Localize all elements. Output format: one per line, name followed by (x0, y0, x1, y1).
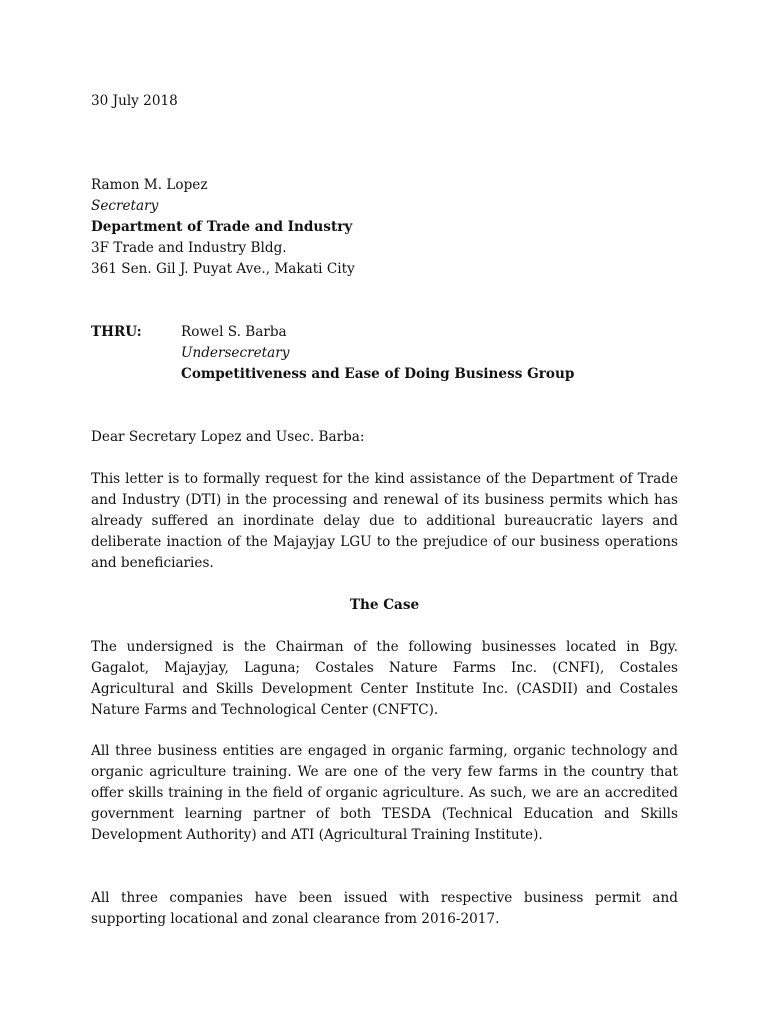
recipient-name: Ramon M. Lopez (91, 177, 208, 193)
section-heading: The Case (349, 597, 420, 613)
salutation: Dear Secretary Lopez and Usec. Barba: (91, 429, 365, 445)
thru-name: Rowel S. Barba (181, 324, 287, 340)
case-paragraph-1: The undersigned is the Chairman of the following businesses located in Bgy. Gagalot, Majayjay, Laguna; Costales Nature Farms Inc. (CNFI), Costales Agricultural and Skills Development Center Institute Inc. (CASDII) and Costales Nature Farms and Technological Center (CNFTC). (91, 639, 678, 718)
thru-title: Undersecretary (181, 345, 290, 361)
recipient-address-line1: 3F Trade and Industry Bldg. (91, 240, 287, 256)
thru-label: THRU: (91, 324, 142, 340)
recipient-title: Secretary (91, 198, 159, 214)
thru-group: Competitiveness and Ease of Doing Business Group (181, 366, 575, 382)
intro-paragraph: This letter is to formally request for the kind assistance of the Department of Trade and Industry (DTI) in the processing and renewal of its business permits which has already suffered an inordinate delay due to additional bureaucratic layers and deliberate inaction of the Majayjay LGU to the prejudice of our business operations and beneficiaries. (91, 471, 678, 571)
case-paragraph-2: All three business entities are engaged in organic farming, organic technology and organic agriculture training. We are one of the very few farms in the country that offer skills training in the field of organic agriculture. As such, we are an accredited government learning partner of both TESDA (Technical Education and Skills Development Authority) and ATI (Agricultural Training Institute). (91, 743, 678, 843)
letter-date: 30 July 2018 (91, 93, 178, 109)
case-paragraph-3: All three companies have been issued with respective business permit and supporting locational and zonal clearance from 2016-2017. (91, 890, 678, 927)
recipient-address-line2: 361 Sen. Gil J. Puyat Ave., Makati City (91, 261, 355, 277)
recipient-department: Department of Trade and Industry (91, 219, 353, 235)
